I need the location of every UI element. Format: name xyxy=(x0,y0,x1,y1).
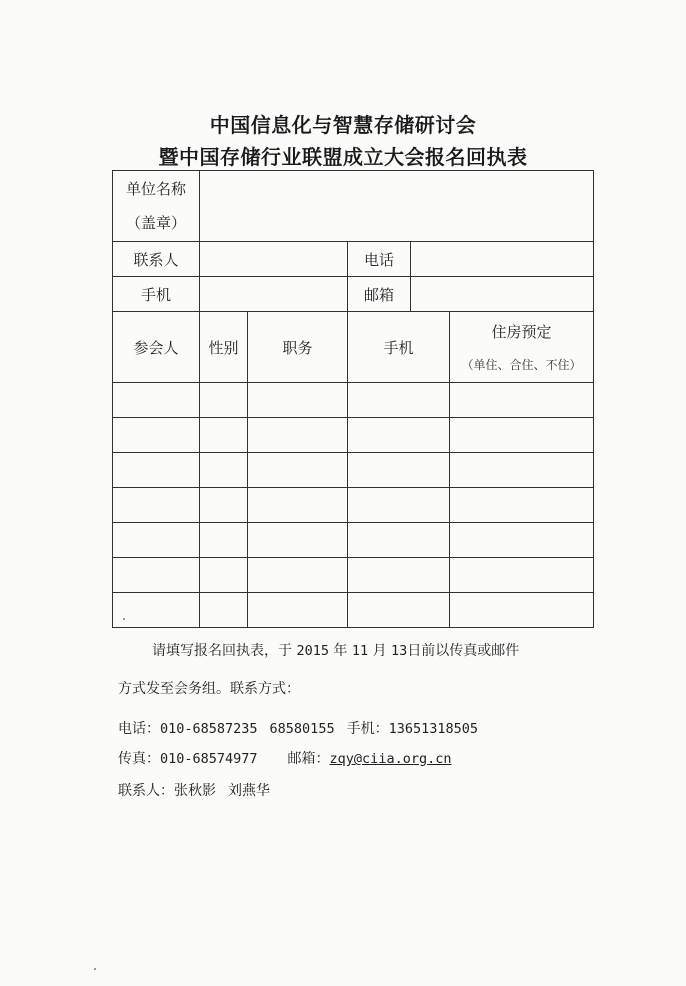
fax-label: 传真： xyxy=(118,751,160,767)
table-row xyxy=(113,383,594,418)
gender-cell[interactable] xyxy=(200,593,248,628)
position-cell[interactable] xyxy=(248,453,348,488)
scan-speck xyxy=(123,618,125,620)
mobile-number: 13651318505 xyxy=(388,721,478,737)
housing-cell[interactable] xyxy=(450,488,594,523)
housing-cell[interactable] xyxy=(450,418,594,453)
contact-person-label: 联系人 xyxy=(113,242,200,277)
table-row xyxy=(113,453,594,488)
email-field[interactable] xyxy=(411,277,594,312)
position-cell[interactable] xyxy=(248,558,348,593)
deadline-month-unit: 月 xyxy=(372,643,387,659)
gender-cell[interactable] xyxy=(200,383,248,418)
housing-cell[interactable] xyxy=(450,593,594,628)
position-cell[interactable] xyxy=(248,383,348,418)
table-row xyxy=(113,488,594,523)
mobile-field[interactable] xyxy=(200,277,348,312)
position-cell[interactable] xyxy=(248,523,348,558)
col-header-mobile: 手机 xyxy=(348,312,450,383)
gender-cell[interactable] xyxy=(200,418,248,453)
mobile-cell[interactable] xyxy=(348,523,450,558)
position-cell[interactable] xyxy=(248,418,348,453)
mobile-cell[interactable] xyxy=(348,593,450,628)
scan-speck xyxy=(94,968,96,970)
notes-line-deadline xyxy=(152,640,519,660)
contact-name-1: 张秋影 xyxy=(174,783,216,799)
contact-person-field[interactable] xyxy=(200,242,348,277)
mobile-cell[interactable] xyxy=(348,453,450,488)
page-title-line2: 暨中国存储行业联盟成立大会报名回执表 xyxy=(158,145,528,169)
position-cell[interactable] xyxy=(248,593,348,628)
attendee-cell[interactable] xyxy=(113,593,200,628)
tel-label: 电话： xyxy=(118,721,160,737)
deadline-day: 13 xyxy=(391,643,408,659)
mobile-cell[interactable] xyxy=(348,488,450,523)
housing-label: 住房预定 xyxy=(491,323,552,341)
unit-name-label-cell xyxy=(113,171,200,242)
mobile-label: 手机 xyxy=(113,277,200,312)
contacts-label: 联系人： xyxy=(118,783,174,799)
page-title-line1: 中国信息化与智慧存储研讨会 xyxy=(209,113,477,137)
table-row xyxy=(113,593,594,628)
attendee-cell[interactable] xyxy=(113,488,200,523)
notes-line-contacts xyxy=(118,780,270,800)
unit-seal-label: （盖章） xyxy=(125,214,186,232)
table-row xyxy=(113,523,594,558)
phone-field[interactable] xyxy=(411,242,594,277)
gender-cell[interactable] xyxy=(200,453,248,488)
deadline-month: 11 xyxy=(351,643,369,659)
col-header-housing xyxy=(450,312,594,383)
email-link[interactable]: zqy@ciia.org.cn xyxy=(329,751,452,767)
deadline-prefix: 请填写报名回执表，于 xyxy=(152,643,292,659)
contact-name-2: 刘燕华 xyxy=(228,783,270,799)
email-note-label: 邮箱： xyxy=(287,751,330,767)
deadline-year-unit: 年 xyxy=(333,643,348,659)
table-row xyxy=(113,418,594,453)
notes-line-method: 方式发至会务组。联系方式： xyxy=(118,681,300,697)
col-header-gender: 性别 xyxy=(200,312,248,383)
gender-cell[interactable] xyxy=(200,488,248,523)
mobile-cell[interactable] xyxy=(348,418,450,453)
notes-line-phone xyxy=(118,718,478,738)
attendee-cell[interactable] xyxy=(113,418,200,453)
tel-number-2: 68580155 xyxy=(269,721,335,737)
attendee-cell[interactable] xyxy=(113,558,200,593)
deadline-year: 2015 xyxy=(296,643,329,659)
unit-name-label: 单位名称 xyxy=(125,180,186,198)
position-cell[interactable] xyxy=(248,488,348,523)
housing-options-label: （单住、合住、不住） xyxy=(461,358,582,372)
housing-cell[interactable] xyxy=(450,523,594,558)
gender-cell[interactable] xyxy=(200,523,248,558)
unit-name-field[interactable] xyxy=(200,171,594,242)
col-header-attendee: 参会人 xyxy=(113,312,200,383)
tel-number-1: 010-68587235 xyxy=(160,721,258,737)
phone-label: 电话 xyxy=(348,242,411,277)
attendee-cell[interactable] xyxy=(113,453,200,488)
notes-line-fax-email xyxy=(118,748,451,768)
col-header-position: 职务 xyxy=(248,312,348,383)
table-row xyxy=(113,558,594,593)
housing-cell[interactable] xyxy=(450,383,594,418)
housing-cell[interactable] xyxy=(450,558,594,593)
mobile-note-label: 手机： xyxy=(346,721,389,737)
mobile-cell[interactable] xyxy=(348,558,450,593)
registration-table xyxy=(112,170,594,628)
mobile-cell[interactable] xyxy=(348,383,450,418)
deadline-suffix: 日前以传真或邮件 xyxy=(407,643,520,659)
email-label: 邮箱 xyxy=(348,277,411,312)
attendee-cell[interactable] xyxy=(113,383,200,418)
attendee-cell[interactable] xyxy=(113,523,200,558)
fax-number: 010-68574977 xyxy=(160,751,258,767)
gender-cell[interactable] xyxy=(200,558,248,593)
housing-cell[interactable] xyxy=(450,453,594,488)
